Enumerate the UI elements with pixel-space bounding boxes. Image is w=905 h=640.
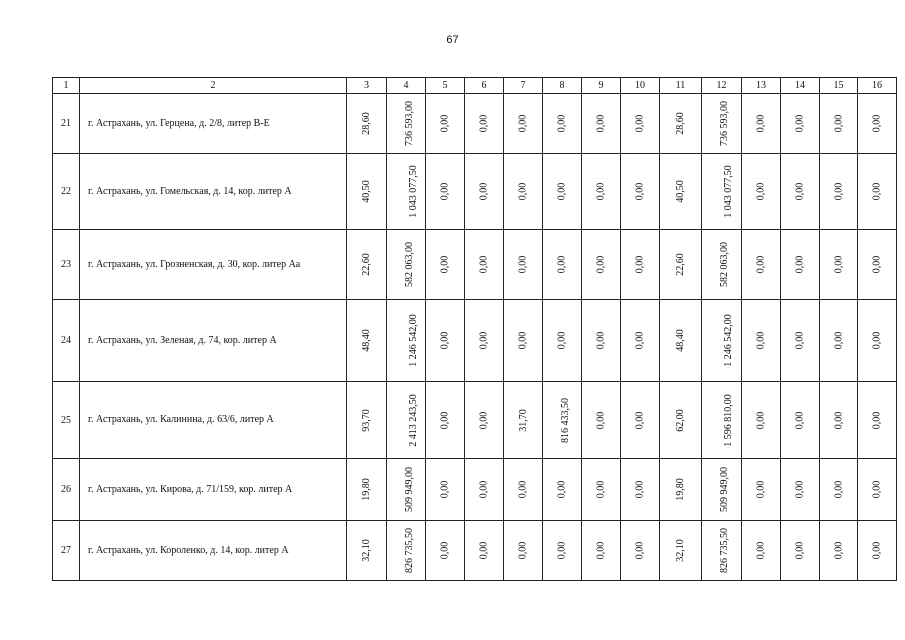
table-row [53, 154, 897, 230]
value-text: 0,00 [595, 182, 607, 201]
value-text: 816 433,50 [560, 397, 571, 443]
value-cell [582, 382, 621, 459]
column-header: 15 [820, 78, 858, 94]
value-text: 582 063,00 [719, 242, 730, 287]
value-text: 509 949,00 [719, 467, 730, 512]
value-cell [820, 230, 858, 300]
value-cell [504, 459, 543, 521]
value-cell [858, 300, 897, 382]
value-cell [781, 230, 820, 300]
value-text: 0,00 [634, 331, 646, 350]
value-text: 28,60 [361, 112, 372, 135]
value-cell [660, 459, 702, 521]
column-header: 10 [621, 78, 660, 94]
table-row [53, 521, 897, 581]
row-number-cell: 25 [53, 382, 80, 459]
value-cell [781, 154, 820, 230]
value-cell [347, 154, 387, 230]
value-cell [465, 382, 504, 459]
table-row [53, 459, 897, 521]
value-text: 0,00 [634, 114, 646, 133]
column-header: 16 [858, 78, 897, 94]
value-text: 22,60 [675, 253, 686, 276]
value-text: 0,00 [794, 114, 806, 133]
value-text: 62,00 [675, 408, 686, 432]
value-text: 0,00 [634, 255, 646, 274]
value-text: 0,00 [634, 480, 646, 499]
value-text: 1 596 810,00 [722, 393, 734, 447]
value-cell [660, 94, 702, 154]
value-text: 0,00 [794, 541, 806, 560]
value-text: 2 413 243,50 [407, 393, 419, 447]
column-header: 4 [387, 78, 426, 94]
value-text: 0,00 [755, 114, 767, 133]
value-text: 1 043 077,50 [722, 165, 734, 218]
value-text: 0,00 [439, 480, 451, 499]
value-text: 0,00 [833, 255, 844, 274]
value-cell [347, 300, 387, 382]
value-cell [621, 521, 660, 581]
value-text: 93,70 [361, 408, 372, 432]
value-text: 32,10 [675, 539, 686, 562]
value-cell [660, 230, 702, 300]
value-cell [347, 382, 387, 459]
data-table [52, 77, 897, 581]
value-cell [621, 94, 660, 154]
value-text: 0,00 [871, 255, 883, 274]
value-cell [465, 154, 504, 230]
row-number-cell: 22 [53, 154, 80, 230]
value-text: 826 735,50 [719, 528, 730, 573]
value-text: 0,00 [595, 541, 607, 560]
value-cell [781, 459, 820, 521]
column-header: 2 [80, 78, 347, 94]
row-number-cell: 24 [53, 300, 80, 382]
value-cell [426, 382, 465, 459]
value-cell [504, 94, 543, 154]
value-cell [582, 154, 621, 230]
address-cell: г. Астрахань, ул. Гомельская, д. 14, кор. литер А [80, 154, 347, 230]
value-text: 0,00 [478, 114, 490, 133]
value-text: 0,00 [755, 255, 767, 274]
value-cell [702, 154, 742, 230]
value-text: 0,00 [478, 182, 490, 201]
value-text: 0,00 [595, 411, 607, 429]
value-cell [742, 521, 781, 581]
value-text: 0,00 [517, 255, 529, 274]
value-text: 0,00 [755, 541, 767, 560]
value-text: 0,00 [833, 182, 844, 201]
value-text: 28,60 [675, 112, 686, 135]
value-text: 48,40 [361, 329, 372, 352]
value-text: 0,00 [478, 541, 490, 560]
value-cell [742, 382, 781, 459]
value-text: 0,00 [478, 411, 490, 429]
value-text: 582 063,00 [404, 242, 415, 287]
column-header: 12 [702, 78, 742, 94]
value-cell [582, 300, 621, 382]
value-text: 0,00 [871, 480, 883, 499]
value-cell [702, 521, 742, 581]
column-header: 1 [53, 78, 80, 94]
header-row [53, 78, 897, 94]
row-number-cell: 21 [53, 94, 80, 154]
value-cell [582, 230, 621, 300]
value-cell [621, 230, 660, 300]
value-text: 0,00 [517, 480, 529, 499]
value-cell [426, 154, 465, 230]
column-header: 6 [465, 78, 504, 94]
value-cell [387, 459, 426, 521]
value-cell [702, 459, 742, 521]
value-text: 0,00 [556, 480, 568, 499]
column-header: 3 [347, 78, 387, 94]
value-cell [465, 300, 504, 382]
value-cell [347, 230, 387, 300]
value-text: 0,00 [634, 541, 646, 560]
value-text: 40,50 [361, 180, 372, 203]
value-cell [702, 94, 742, 154]
value-cell [660, 521, 702, 581]
value-text: 0,00 [794, 255, 806, 274]
address-cell: г. Астрахань, ул. Короленко, д. 14, кор. литер А [80, 521, 347, 581]
value-text: 48,40 [675, 329, 686, 352]
table-row [53, 230, 897, 300]
row-number-cell: 27 [53, 521, 80, 581]
value-cell [426, 300, 465, 382]
value-cell [621, 300, 660, 382]
row-number-cell: 26 [53, 459, 80, 521]
value-cell [781, 521, 820, 581]
address-cell: г. Астрахань, ул. Герцена, д. 2/8, литер В-Е [80, 94, 347, 154]
value-text: 0,00 [595, 480, 607, 499]
column-header: 11 [660, 78, 702, 94]
value-text: 0,00 [556, 114, 568, 133]
value-text: 0,00 [833, 411, 844, 429]
address-cell: г. Астрахань, ул. Зеленая, д. 74, кор. литер А [80, 300, 347, 382]
value-cell [426, 94, 465, 154]
value-cell [387, 230, 426, 300]
value-text: 1 043 077,50 [407, 165, 419, 218]
value-text: 0,00 [439, 541, 451, 560]
value-cell [347, 459, 387, 521]
value-text: 0,00 [439, 182, 451, 201]
value-text: 0,00 [556, 182, 568, 201]
value-cell [660, 300, 702, 382]
address-cell: г. Астрахань, ул. Грозненская, д. 30, кор. литер Аа [80, 230, 347, 300]
value-text: 0,00 [478, 480, 490, 499]
value-cell [504, 521, 543, 581]
value-text: 0,00 [439, 255, 451, 274]
address-cell: г. Астрахань, ул. Калинина, д. 63/6, литер А [80, 382, 347, 459]
value-cell [621, 154, 660, 230]
value-cell [387, 382, 426, 459]
value-text: 0,00 [871, 331, 883, 350]
value-cell [582, 521, 621, 581]
value-cell [742, 154, 781, 230]
value-cell [660, 154, 702, 230]
value-cell [820, 521, 858, 581]
value-cell [465, 230, 504, 300]
value-cell [621, 459, 660, 521]
value-cell [858, 94, 897, 154]
value-cell [858, 154, 897, 230]
value-text: 0,00 [517, 114, 529, 133]
address-cell: г. Астрахань, ул. Кирова, д. 71/159, кор. литер А [80, 459, 347, 521]
value-cell [660, 382, 702, 459]
column-header: 9 [582, 78, 621, 94]
value-cell [820, 154, 858, 230]
value-text: 0,00 [439, 331, 451, 350]
value-text: 0,00 [634, 411, 646, 429]
value-text: 0,00 [794, 331, 806, 350]
value-cell [702, 230, 742, 300]
value-cell [858, 382, 897, 459]
value-text: 40,50 [675, 180, 686, 203]
value-cell [465, 94, 504, 154]
value-text: 0,00 [833, 331, 844, 350]
value-cell [858, 459, 897, 521]
value-text: 0,00 [439, 114, 451, 133]
value-cell [820, 382, 858, 459]
value-text: 1 246 542,00 [722, 314, 734, 367]
column-header: 14 [781, 78, 820, 94]
value-text: 736 593,00 [404, 101, 415, 146]
value-text: 1 246 542,00 [407, 314, 419, 367]
value-cell [426, 521, 465, 581]
value-text: 826 735,50 [404, 528, 415, 573]
value-cell [543, 459, 582, 521]
value-text: 0,00 [595, 331, 607, 350]
value-cell [781, 382, 820, 459]
column-header: 5 [426, 78, 465, 94]
value-text: 0,00 [478, 255, 490, 274]
value-text: 0,00 [794, 182, 806, 201]
table-row [53, 300, 897, 382]
value-text: 0,00 [556, 541, 568, 560]
value-cell [858, 230, 897, 300]
value-cell [742, 94, 781, 154]
value-text: 31,70 [517, 408, 529, 432]
value-cell [465, 521, 504, 581]
value-text: 0,00 [755, 411, 767, 429]
value-cell [387, 521, 426, 581]
value-cell [347, 521, 387, 581]
value-cell [742, 230, 781, 300]
value-text: 0,00 [871, 182, 883, 201]
value-text: 0,00 [871, 411, 883, 429]
value-cell [781, 94, 820, 154]
value-text: 0,00 [833, 114, 844, 133]
value-text: 0,00 [634, 182, 646, 201]
value-text: 736 593,00 [719, 101, 730, 146]
value-text: 0,00 [595, 255, 607, 274]
value-text: 0,00 [833, 541, 844, 560]
value-cell [504, 230, 543, 300]
column-header: 8 [543, 78, 582, 94]
value-cell [820, 300, 858, 382]
value-cell [543, 300, 582, 382]
value-cell [742, 459, 781, 521]
value-cell [820, 459, 858, 521]
value-cell [543, 154, 582, 230]
value-cell [543, 521, 582, 581]
value-cell [543, 94, 582, 154]
value-cell [426, 230, 465, 300]
value-cell [702, 382, 742, 459]
value-text: 0,00 [755, 182, 767, 201]
value-text: 0,00 [871, 114, 883, 133]
value-text: 0,00 [556, 255, 568, 274]
value-text: 0,00 [517, 331, 529, 350]
value-cell [465, 459, 504, 521]
value-cell [702, 300, 742, 382]
value-cell [347, 94, 387, 154]
value-text: 0,00 [439, 411, 451, 429]
value-text: 0,00 [794, 411, 806, 429]
value-text: 0,00 [556, 331, 568, 350]
value-cell [387, 94, 426, 154]
value-text: 32,10 [361, 539, 372, 562]
value-text: 0,00 [517, 182, 529, 201]
value-cell [621, 382, 660, 459]
value-cell [543, 230, 582, 300]
value-text: 0,00 [833, 480, 844, 499]
value-text: 509 949,00 [404, 467, 415, 512]
value-cell [387, 154, 426, 230]
value-text: 0,00 [517, 541, 529, 560]
value-cell [742, 300, 781, 382]
value-cell [387, 300, 426, 382]
value-text: 0,00 [755, 331, 767, 350]
value-text: 0,00 [478, 331, 490, 350]
value-text: 0,00 [595, 114, 607, 133]
value-text: 19,80 [361, 478, 372, 501]
value-cell [582, 94, 621, 154]
value-text: 0,00 [794, 480, 806, 499]
column-header: 7 [504, 78, 543, 94]
value-cell [504, 300, 543, 382]
value-cell [543, 382, 582, 459]
value-text: 0,00 [871, 541, 883, 560]
value-text: 22,60 [361, 253, 372, 276]
value-text: 19,80 [675, 478, 686, 501]
value-cell [582, 459, 621, 521]
value-text: 0,00 [755, 480, 767, 499]
table-row [53, 94, 897, 154]
table-row [53, 382, 897, 459]
column-header: 13 [742, 78, 781, 94]
row-number-cell: 23 [53, 230, 80, 300]
value-cell [504, 382, 543, 459]
value-cell [820, 94, 858, 154]
value-cell [504, 154, 543, 230]
value-cell [781, 300, 820, 382]
value-cell [426, 459, 465, 521]
value-cell [858, 521, 897, 581]
page-number: 67 [446, 34, 459, 46]
